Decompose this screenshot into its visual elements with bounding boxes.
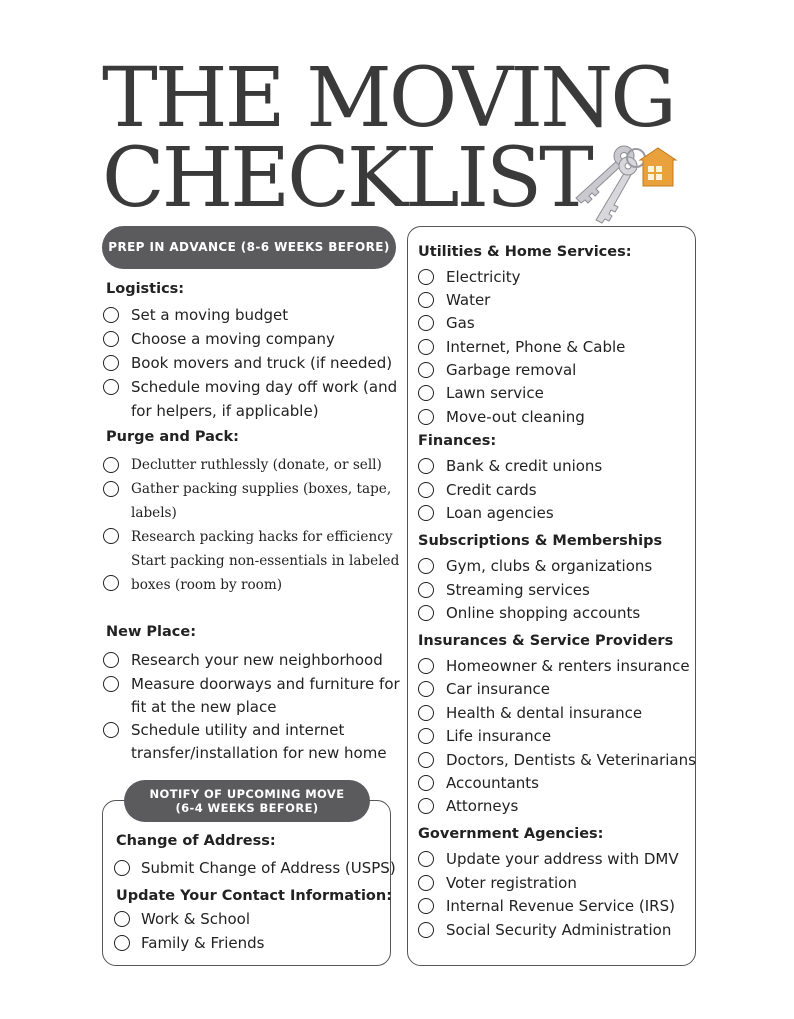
purge-item: Gather packing supplies (boxes, tape, [131, 481, 392, 497]
checkbox-circle[interactable] [418, 898, 434, 914]
finances-item: Bank & credit unions [446, 457, 603, 475]
subscriptions-item: Online shopping accounts [446, 604, 641, 622]
finances-item: Loan agencies [446, 504, 554, 522]
checkbox-circle[interactable] [114, 911, 130, 927]
checkbox-circle[interactable] [418, 582, 434, 598]
notify-pill-line-1: NOTIFY OF UPCOMING MOVE [149, 786, 345, 801]
insurance-item: Accountants [446, 774, 539, 792]
insurance-item: Health & dental insurance [446, 704, 643, 722]
checkbox-circle[interactable] [103, 331, 119, 347]
utilities-item: Water [446, 291, 491, 309]
subscriptions-item: Gym, clubs & organizations [446, 557, 653, 575]
checkbox-circle[interactable] [418, 922, 434, 938]
page-title-line-1: THE MOVING [102, 51, 674, 146]
page-title-line-2: CHECKLIST [102, 131, 591, 226]
logistics-heading: Logistics: [106, 281, 185, 297]
checkbox-circle[interactable] [103, 652, 119, 668]
checkbox-circle[interactable] [418, 339, 434, 355]
purge-item: Start packing non-essentials in labeled [131, 553, 400, 569]
government-item: Voter registration [446, 874, 577, 892]
finances-item: Credit cards [446, 481, 537, 499]
new-place-item: Measure doorways and furniture for [131, 675, 400, 693]
checkbox-circle[interactable] [418, 851, 434, 867]
purge-heading: Purge and Pack: [106, 429, 239, 445]
insurance-item: Homeowner & renters insurance [446, 657, 690, 675]
checkbox-circle[interactable] [418, 681, 434, 697]
logistics-item: Choose a moving company [131, 330, 335, 348]
notify-section-pill [124, 780, 370, 822]
insurance-item: Attorneys [446, 797, 519, 815]
utilities-item: Move-out cleaning [446, 408, 585, 426]
checkbox-circle[interactable] [103, 307, 119, 323]
checkbox-circle[interactable] [418, 728, 434, 744]
checkbox-circle[interactable] [418, 775, 434, 791]
new-place-heading: New Place: [106, 624, 197, 640]
checkbox-circle[interactable] [418, 798, 434, 814]
insurance-heading: Insurances & Service Providers [418, 633, 674, 649]
utilities-item: Garbage removal [446, 361, 577, 379]
house-keys-icon [568, 140, 680, 224]
finances-heading: Finances: [418, 433, 497, 449]
checkbox-circle[interactable] [418, 875, 434, 891]
checkbox-circle[interactable] [114, 935, 130, 951]
logistics-item-continued: for helpers, if applicable) [131, 402, 319, 420]
contact-info-item: Work & School [141, 910, 251, 928]
purge-item-continued: boxes (room by room) [131, 577, 283, 593]
new-place-item-continued: transfer/installation for new home [131, 744, 387, 762]
contact-info-item: Family & Friends [141, 934, 265, 952]
checkbox-circle[interactable] [114, 860, 130, 876]
checkbox-circle[interactable] [418, 605, 434, 621]
prep-section-pill: PREP IN ADVANCE (8-6 WEEKS BEFORE) [102, 226, 396, 269]
checkbox-circle[interactable] [103, 379, 119, 395]
purge-item: Research packing hacks for efficiency [131, 529, 393, 545]
checkbox-circle[interactable] [418, 315, 434, 331]
checkbox-circle[interactable] [103, 528, 119, 544]
utilities-item: Gas [446, 314, 475, 332]
checkbox-circle[interactable] [418, 658, 434, 674]
checkbox-circle[interactable] [418, 482, 434, 498]
checkbox-circle[interactable] [418, 385, 434, 401]
checkbox-circle[interactable] [418, 362, 434, 378]
checkbox-circle[interactable] [103, 575, 119, 591]
government-heading: Government Agencies: [418, 826, 604, 842]
checkbox-circle[interactable] [418, 705, 434, 721]
insurance-item: Car insurance [446, 680, 550, 698]
government-item: Social Security Administration [446, 921, 672, 939]
checkbox-circle[interactable] [103, 481, 119, 497]
insurance-item: Doctors, Dentists & Veterinarians [446, 751, 696, 769]
purge-item: Declutter ruthlessly (donate, or sell) [131, 457, 382, 473]
checkbox-circle[interactable] [418, 505, 434, 521]
checkbox-circle[interactable] [418, 269, 434, 285]
change-of-address-heading: Change of Address: [116, 833, 276, 849]
checkbox-circle[interactable] [103, 676, 119, 692]
change-of-address-item: Submit Change of Address (USPS) [141, 859, 396, 877]
checkbox-circle[interactable] [418, 558, 434, 574]
new-place-item-continued: fit at the new place [131, 698, 277, 716]
government-item: Update your address with DMV [446, 850, 679, 868]
checkbox-circle[interactable] [418, 752, 434, 768]
checkbox-circle[interactable] [103, 355, 119, 371]
subscriptions-heading: Subscriptions & Memberships [418, 533, 663, 549]
utilities-item: Lawn service [446, 384, 544, 402]
utilities-item: Electricity [446, 268, 521, 286]
new-place-item: Schedule utility and internet [131, 721, 345, 739]
notify-pill-line-2: (6-4 WEEKS BEFORE) [175, 801, 319, 815]
new-place-item: Research your new neighborhood [131, 651, 383, 669]
insurance-item: Life insurance [446, 727, 552, 745]
checkbox-circle[interactable] [418, 292, 434, 308]
checkbox-circle[interactable] [418, 458, 434, 474]
utilities-heading: Utilities & Home Services: [418, 244, 632, 260]
utilities-item: Internet, Phone & Cable [446, 338, 626, 356]
checkbox-circle[interactable] [103, 722, 119, 738]
purge-item-continued: labels) [131, 505, 177, 521]
logistics-item: Schedule moving day off work (and [131, 378, 398, 396]
checkbox-circle[interactable] [418, 409, 434, 425]
government-item: Internal Revenue Service (IRS) [446, 897, 675, 915]
logistics-item: Set a moving budget [131, 306, 289, 324]
logistics-item: Book movers and truck (if needed) [131, 354, 393, 372]
subscriptions-item: Streaming services [446, 581, 590, 599]
contact-info-heading: Update Your Contact Information: [116, 888, 393, 904]
checkbox-circle[interactable] [103, 457, 119, 473]
